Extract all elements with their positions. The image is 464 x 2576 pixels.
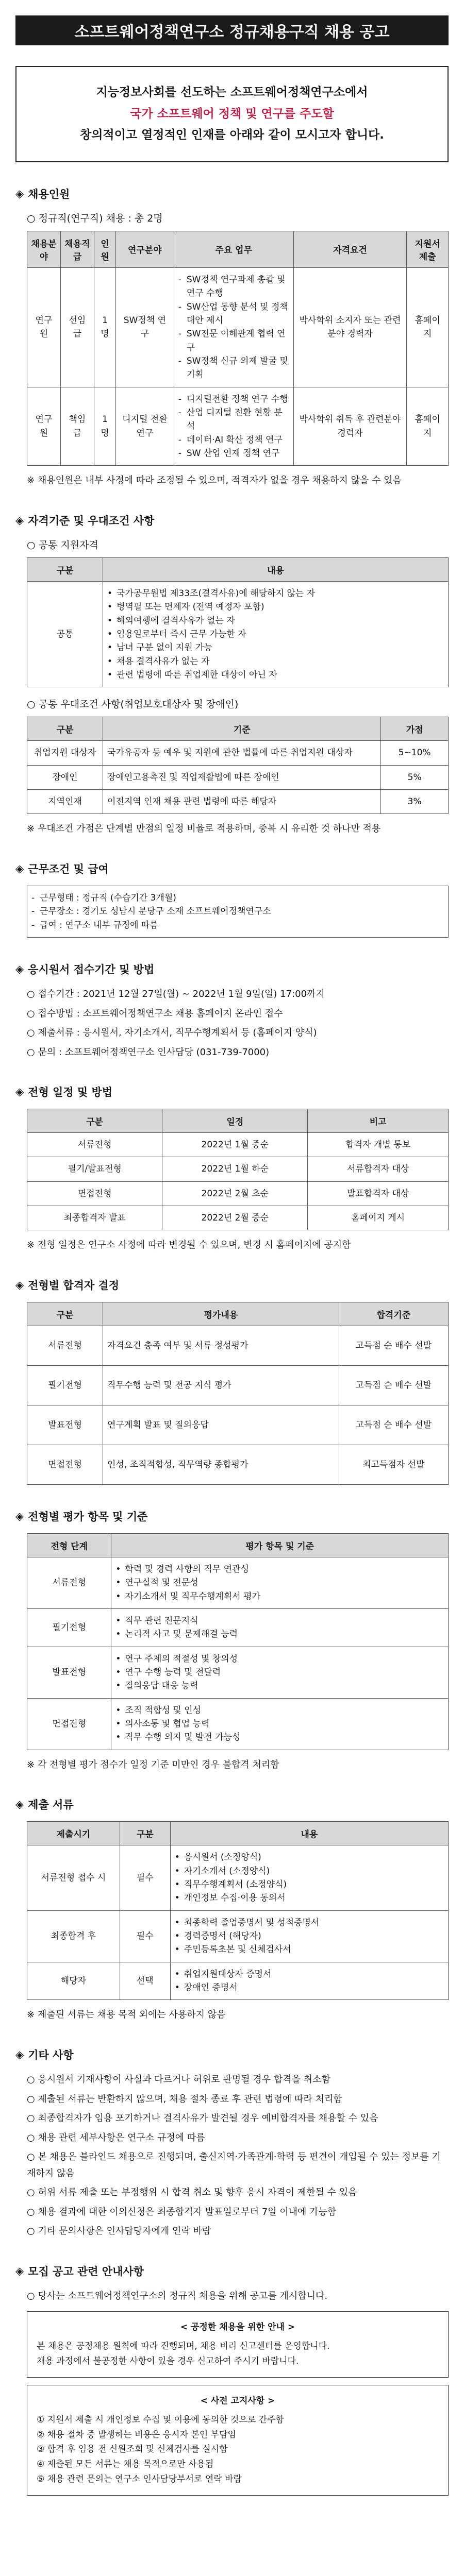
section-heading: ◈ 전형 일정 및 방법 <box>15 1086 113 1099</box>
section-heading: ◈ 모집 공고 관련 안내사항 <box>15 2264 144 2278</box>
table-row: 장애인 장애인고용촉진 및 직업재활법에 따른 장애인 5% <box>27 765 449 789</box>
table-row: 공통 • 국가공무원법 제33조(결격사유)에 해당하지 않는 자 • 병역필 또는 면제자 (전역 예정자 포함) • 해외여행에 결격사유가 없는 자 • 임용일로부터 즉시 근무 가능한 자 • 남녀 구분 없이 지원 가능 • 채용 결격사유가 없는 자 • 관련 법령에 따른 취업제한 대상이 아닌 자 <box>27 581 449 687</box>
note: ※ 채용인원은 내부 사정에 따라 조정될 수 있으며, 적격자가 없을 경우 채용하지 않을 수 있음 <box>27 475 402 486</box>
bullet-icon: ◈ <box>15 1279 24 1292</box>
section-heading: ◈ 응시원서 접수기간 및 방법 <box>15 963 155 976</box>
sub-heading: ○ 공통 우대조건 사항(취업보호대상자 및 장애인) <box>27 699 239 710</box>
preference-table <box>27 717 449 814</box>
section-heading: ◈ 근무조건 및 급여 <box>15 862 109 876</box>
section-heading: ◈ 전형별 평가 항목 및 기준 <box>15 1510 148 1523</box>
fair-hiring-box: < 공정한 채용을 위한 안내 > 본 채용은 공정채용 원칙에 따라 진행되며, 채용 비리 신고센터를 운영합니다. 채용 과정에서 불공정한 사항이 있을 경우 신고하여 주시기 바랍니다. <box>27 2311 449 2378</box>
conditions-table <box>27 886 449 938</box>
table-header: 연구분야 <box>115 231 174 267</box>
prior-notice-box: < 사전 고지사항 > ① 지원서 제출 시 개인정보 수집 및 이용에 동의한 것으로 간주함 ② 채용 절차 중 발생하는 비용은 응시자 본인 부담임 ③ 합격 후 임용 전 신원조회 및 신체검사를 실시함 ④ 제출된 모든 서류는 채용 목적으로만 사용됨 ⑤ 채용 관련 문의는 연구소 인사담당부서로 연락 바람 <box>27 2385 449 2496</box>
table-header: 구분 <box>27 1302 103 1326</box>
table-row: 서류전형 접수 시 필수 • 응시원서 (소정양식) • 자기소개서 (소정양식) • 직무수행계획서 (소정양식) • 개인정보 수집·이용 동의서 <box>27 1845 449 1910</box>
bullet-icon: ◈ <box>15 2264 24 2277</box>
table-header: 구분 <box>27 717 103 741</box>
bullet-icon: ◈ <box>15 963 24 976</box>
section-notice: ◈ 모집 공고 관련 안내사항 ○ 당사는 소프트웨어정책연구소의 정규직 채용을 위해 공고를 게시합니다. < 공정한 채용을 위한 안내 > 본 채용은 공정채용 원칙에 따라 진행되며, 채용 비리 신고센터를 운영합니다. 채용 과정에서 불공정한 사항이 있을 경우 신고하여 주시기 바랍니다. < 사전 고지사항 > ① 지원서 제출 시 개인정보 수집 및 이용에 동의한 것으로 간주함 ② 채용 절차 중 발생하는 비용은 응시자 본인 부담임 ③ 합격 후 임용 전 신원조회 및 신체검사를 실시함 ④ 제출된 모든 서류는 채용 목적으로만 사용됨 ⑤ 채용 관련 문의는 연구소 인사담당부서로 연락 바람 <box>15 2263 449 2496</box>
table-row: 최종합격 후 필수 • 최종학력 졸업증명서 및 성적증명서 • 경력증명서 (해당자) • 주민등록초본 및 신체검사서 <box>27 1910 449 1962</box>
section-heading: ◈ 제출 서류 <box>15 1798 74 1811</box>
table-header: 인원 <box>94 231 115 267</box>
table-header: 구분 <box>120 1822 170 1845</box>
table-header: 내용 <box>103 557 449 581</box>
table-row: 발표전형 • 연구 주제의 적절성 및 창의성 • 연구 수행 능력 및 전달력 • 질의응답 대응 능력 <box>27 1647 449 1698</box>
intro-line-1: 지능정보사회를 선도하는 소프트웨어정책연구소에서 <box>96 86 368 99</box>
table-header: 가점 <box>381 717 449 741</box>
table-header: 전형 단계 <box>27 1534 111 1557</box>
sub-heading: ○ 공통 지원자격 <box>27 539 98 551</box>
bullet-icon: ◈ <box>15 514 24 527</box>
table-header: 지원서 제출 <box>407 231 449 267</box>
page <box>0 15 464 2576</box>
table-row: 연구원 책임급 1명 디지털 전환 연구 - 디지털전환 정책 연구 수행 - 산업 디지털 전환 현황 분석 - 데이터·AI 확산 정책 연구 - SW 산업 인재 정책 연구 박사학위 취득 후 관련분야 경력자 홈페이지 <box>27 387 449 466</box>
table-header: 구분 <box>27 1109 162 1133</box>
table-row: 서류전형 자격요건 충족 여부 및 서류 정성평가 고득점 순 배수 선발 <box>27 1326 449 1366</box>
recruitment-table <box>27 231 449 466</box>
bullet-icon: ◈ <box>15 862 24 875</box>
table-row: 해당자 선택 • 취업지원대상자 증명서 • 장애인 증명서 <box>27 1962 449 2000</box>
section-schedule <box>15 1084 449 1253</box>
bullet-icon: ◈ <box>15 187 24 200</box>
schedule-table <box>27 1109 449 1230</box>
section-qualifications <box>15 513 449 837</box>
note: ※ 제출된 서류는 채용 목적 외에는 사용하지 않음 <box>27 2009 226 2021</box>
table-header: 일정 <box>162 1109 308 1133</box>
table-row: 필기/발표전형 2022년 1월 하순 서류합격자 대상 <box>27 1157 449 1181</box>
section-evaluation <box>15 1509 449 1773</box>
table-row: 면접전형 인성, 조직적합성, 직무역량 종합평가 최고득점자 선발 <box>27 1445 449 1485</box>
table-header: 합격기준 <box>339 1302 448 1326</box>
documents-table <box>27 1821 449 2000</box>
note: ※ 각 전형별 평가 점수가 일정 기준 미만인 경우 불합격 처리함 <box>27 1759 279 1770</box>
section-pass-criteria <box>15 1277 449 1485</box>
intro-line-2: 국가 소프트웨어 정책 및 연구를 주도할 <box>130 107 334 121</box>
table-header: 제출시기 <box>27 1822 120 1845</box>
section-documents <box>15 1797 449 2023</box>
evaluation-table <box>27 1533 449 1750</box>
section-application: ◈ 응시원서 접수기간 및 방법 ○ 접수기간 : 2021년 12월 27일(월) ~ 2022년 1월 9일(일) 17:00까지 ○ 접수방법 : 소프트웨어정책연구소 채용 홈페이지 온라인 접수 ○ 제출서류 : 응시원서, 자기소개서, 직무수행계획서 등 (홈페이지 양식) ○ 문의 : 소프트웨어정책연구소 인사담당 (031-739-7000) <box>15 961 449 1060</box>
table-header: 채용직급 <box>60 231 94 267</box>
sub-heading: ○ 정규직(연구직) 채용 : 총 2명 <box>27 212 163 224</box>
table-header: 평가내용 <box>103 1302 339 1326</box>
section-heading: ◈ 기타 사항 <box>15 2048 74 2062</box>
table-row: 필기전형 • 직무 관련 전문지식 • 논리적 사고 및 문제해결 능력 <box>27 1609 449 1647</box>
table-header: 내용 <box>170 1822 448 1845</box>
table-header: 주요 업무 <box>174 231 293 267</box>
section-recruitment <box>15 186 449 489</box>
table-header: 채용분야 <box>27 231 61 267</box>
intro-line-3: 창의적이고 열정적인 인재를 아래와 같이 모시고자 합니다. <box>79 128 384 142</box>
table-row: 지역인재 이전지역 인재 채용 관련 법령에 따른 해당자 3% <box>27 790 449 814</box>
intro-box <box>15 66 449 162</box>
section-heading: ◈ 채용인원 <box>15 187 70 200</box>
note: ※ 전형 일정은 연구소 사정에 따라 변경될 수 있으며, 변경 시 홈페이지에 공지함 <box>27 1240 351 1251</box>
note: ※ 우대조건 가점은 단계별 만점의 일정 비율로 적용하며, 중복 시 유리한 것 하나만 적용 <box>27 823 381 835</box>
table-header: 기준 <box>103 717 381 741</box>
table-header: 평가 항목 및 기준 <box>111 1534 449 1557</box>
table-row: 최종합격자 발표 2022년 2월 중순 홈페이지 게시 <box>27 1206 449 1230</box>
bullet-icon: ◈ <box>15 2048 24 2061</box>
section-heading: ◈ 전형별 합격자 결정 <box>15 1279 120 1292</box>
table-row: 연구원 선임급 1명 SW정책 연구 - SW정책 연구과제 총괄 및 연구 수행 - SW산업 동향 분석 및 정책 대안 제시 - SW전문 이해관계 협력 연구 - SW정책 신규 의제 발굴 및 기획 박사학위 소지자 또는 관련분야 경력자 홈페이지 <box>27 267 449 387</box>
table-row: 면접전형 • 조직 적합성 및 인성 • 의사소통 및 협업 능력 • 직무 수행 의지 및 발전 가능성 <box>27 1698 449 1750</box>
table-row: 발표전형 연구계획 발표 및 질의응답 고득점 순 배수 선발 <box>27 1405 449 1445</box>
section-other: ◈ 기타 사항 ○ 응시원서 기재사항이 사실과 다르거나 허위로 판명될 경우 합격을 취소함 ○ 제출된 서류는 반환하지 않으며, 채용 절차 종료 후 관련 법령에 따라 처리함 ○ 최종합격자가 임용 포기하거나 결격사유가 발견될 경우 예비합격자를 채용할 수 있음 ○ 채용 관련 세부사항은 연구소 규정에 따름 ○ 본 채용은 블라인드 채용으로 진행되며, 출신지역·가족관계·학력 등 편견이 개입될 수 있는 정보를 기재하지 않음 ○ 허위 서류 제출 또는 부정행위 시 합격 취소 및 향후 응시 자격이 제한될 수 있음 ○ 채용 결과에 대한 이의신청은 최종합격자 발표일로부터 7일 이내에 가능함 ○ 기타 문의사항은 인사담당자에게 연락 바람 <box>15 2047 449 2240</box>
pass-criteria-table <box>27 1302 449 1485</box>
table-header: 구분 <box>27 557 103 581</box>
section-conditions <box>15 861 449 938</box>
table-row: - 근무형태 : 정규직 (수습기간 3개월) - 근무장소 : 경기도 성남시 분당구 소재 소프트웨어정책연구소 - 급여 : 연구소 내부 규정에 따름 <box>27 886 449 938</box>
table-row: 서류전형 2022년 1월 중순 합격자 개별 통보 <box>27 1133 449 1157</box>
qualification-table <box>27 557 449 687</box>
table-row: 면접전형 2022년 2월 초순 발표합격자 대상 <box>27 1181 449 1206</box>
title-bar <box>15 15 449 45</box>
table-header: 자격요건 <box>293 231 407 267</box>
bullet-icon: ◈ <box>15 1510 24 1523</box>
bullet-icon: ◈ <box>15 1086 24 1098</box>
section-heading: ◈ 자격기준 및 우대조건 사항 <box>15 514 155 527</box>
table-row: 필기전형 직무수행 능력 및 전공 지식 평가 고득점 순 배수 선발 <box>27 1366 449 1405</box>
bullet-icon: ◈ <box>15 1798 24 1811</box>
table-header: 비고 <box>308 1109 449 1133</box>
table-row: 서류전형 • 학력 및 경력 사항의 직무 연관성 • 연구실적 및 전문성 • 자기소개서 및 직무수행계획서 평가 <box>27 1557 449 1609</box>
page-title: 소프트웨어정책연구소 정규채용구직 채용 공고 <box>74 23 390 41</box>
table-row: 취업지원 대상자 국가유공자 등 예우 및 지원에 관한 법률에 따른 취업지원 대상자 5~10% <box>27 741 449 765</box>
